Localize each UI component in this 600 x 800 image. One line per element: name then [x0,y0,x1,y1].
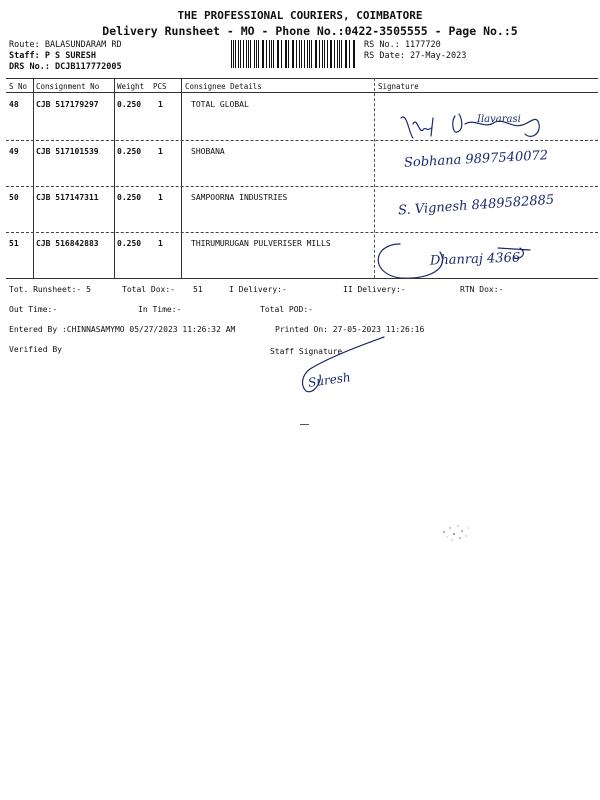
col-divider [114,78,115,278]
row-divider [6,186,598,187]
barcode-bar [281,40,282,68]
row-pcs: 1 [158,147,163,156]
signature-text: S. Vignesh 8489582885 [397,192,555,219]
row-consignment: CJB 517101539 [36,147,99,156]
route-label: Route: BALASUNDARAM RD [9,40,122,50]
barcode-bar [331,40,332,68]
i-delivery: I Delivery:- [229,285,287,294]
row-sno: 50 [9,193,19,202]
barcode-bar [346,40,347,68]
drs-number: DRS No.: DCJB117772005 [9,62,122,72]
barcode-bar [288,40,289,68]
runsheet-subtitle: Delivery Runsheet - MO - Phone No.:0422-3505555 - Page No.:5 [102,24,518,38]
barcode [231,40,357,68]
signature-mark [395,104,555,144]
entered-by: Entered By :CHINNASAMYMO 05/27/2023 11:26:32 AM [9,325,236,334]
staff-signature-label: Staff Signature [270,347,343,356]
rtn-dox: RTN Dox:- [460,285,504,294]
row-consignee: SAMPOORNA INDUSTRIES [191,193,288,202]
barcode-bar [337,40,338,68]
table-header-rule [6,92,598,93]
scan-speckle [440,518,474,544]
row-consignee: THIRUMURUGAN PULVERISER MILLS [191,239,331,248]
staff-label: Staff: P S SURESH [9,51,96,61]
rs-date: RS Date: 27-May-2023 [364,51,467,61]
row-divider [6,140,598,141]
barcode-bar [301,40,302,68]
col-header-consignment: Consignment No [36,82,100,91]
row-sno: 48 [9,100,19,109]
total-dox-label: Total Dox:- [122,285,175,294]
row-consignee: TOTAL GLOBAL [191,100,249,109]
rs-number: RS No.: 1177720 [364,40,441,50]
barcode-bar [299,40,300,68]
row-consignee: SHOBANA [191,147,225,156]
row-pcs: 1 [158,239,163,248]
table-top-rule [6,78,598,79]
barcode-bar [324,40,325,68]
row-divider [6,232,598,233]
printed-on: Printed On: 27-05-2023 11:26:16 [275,325,425,334]
barcode-bar [231,40,232,68]
staff-signature-mark [296,335,386,405]
row-consignment: CJB 517147311 [36,193,99,202]
table-bottom-rule [6,278,598,279]
col-divider [181,78,182,278]
in-time: In Time:- [138,305,182,314]
barcode-bar [238,40,239,68]
row-weight: 0.250 [117,193,142,202]
barcode-bar [277,40,278,68]
row-consignment: CJB 517179297 [36,100,99,109]
row-consignment: CJB 516842883 [36,239,99,248]
total-dox-value: 51 [193,285,203,294]
barcode-bar [266,40,267,68]
out-time: Out Time:- [9,305,58,314]
barcode-bar [258,40,259,68]
barcode-bar [354,40,355,68]
staff-signature-text: Suresh [307,370,352,390]
col-divider [33,78,34,278]
barcode-bar [240,40,241,68]
signature-text: Dhanraj 4366 [429,250,521,269]
total-pod: Total POD:- [260,305,313,314]
signature-text: Sobhana 9897540072 [403,148,549,171]
ii-delivery: II Delivery:- [343,285,406,294]
barcode-bar [309,40,310,68]
barcode-bar [316,40,317,68]
barcode-bar [345,40,346,68]
signature-text: Ilavarasi [477,114,521,125]
verified-by: Verified By [9,345,62,354]
barcode-bar [273,40,274,68]
col-header-consignee: Consignee Details [185,82,262,91]
row-weight: 0.250 [117,147,142,156]
row-weight: 0.250 [117,239,142,248]
col-header-signature: Signature [378,82,419,91]
company-title: THE PROFESSIONAL COURIERS, COIMBATORE [177,9,423,22]
row-sno: 51 [9,239,19,248]
barcode-bar [254,40,255,68]
col-header-pcs: PCS [153,82,167,91]
col-header-weight: Weight [117,82,145,91]
row-pcs: 1 [158,100,163,109]
row-weight: 0.250 [117,100,142,109]
total-runsheet: Tot. Runsheet:- 5 [9,285,91,294]
row-sno: 49 [9,147,19,156]
barcode-bar [250,40,251,68]
col-header-sno: S No [9,82,28,91]
row-pcs: 1 [158,193,163,202]
barcode-bar [315,40,316,68]
stray-mark [300,424,309,425]
